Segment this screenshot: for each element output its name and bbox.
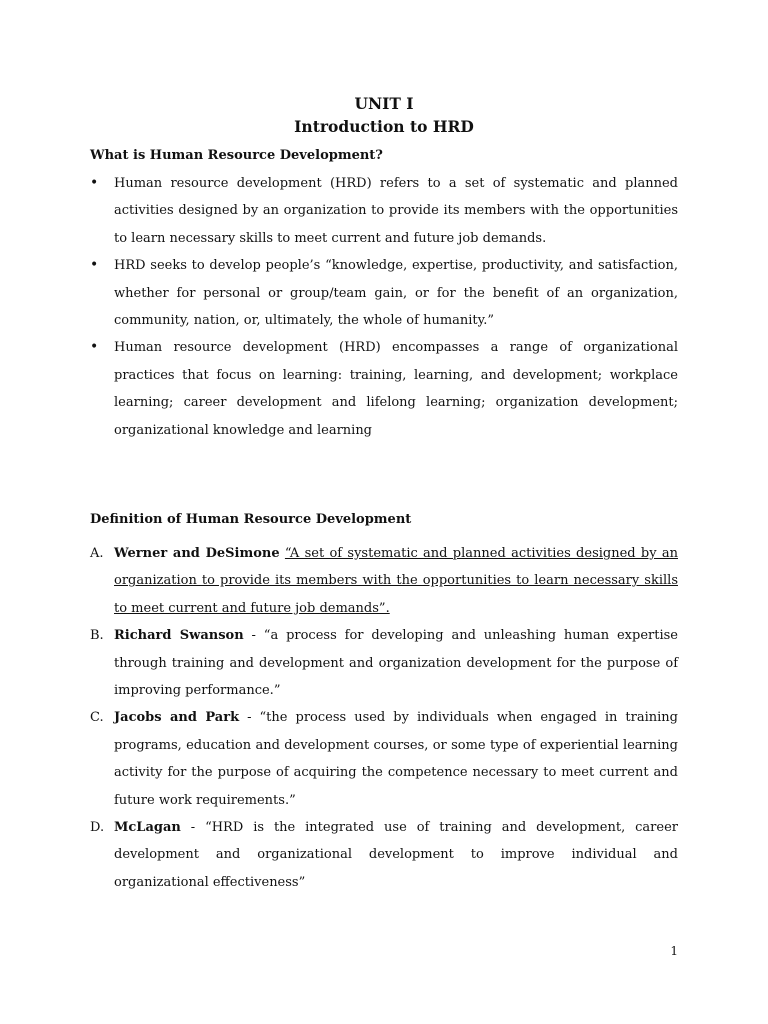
- hrd-bullet-list: [90, 170, 678, 444]
- bullet-icon: •: [90, 339, 99, 356]
- definition-author: Jacobs and Park: [114, 710, 240, 726]
- page-title: Introduction to HRD: [294, 117, 474, 136]
- section-heading-what-is-hrd: What is Human Resource Development?: [90, 148, 383, 163]
- definition-author: Werner and DeSimone: [114, 546, 280, 561]
- definition-author: McLagan: [114, 820, 181, 836]
- section-heading-definitions: Definition of Human Resource Development: [90, 512, 412, 527]
- definition-letter: B.: [90, 628, 104, 644]
- definition-separator: -: [243, 628, 264, 644]
- bullet-text: Human resource development (HRD) encompasses a range of organizational practices that focus on learning: training, learning, and development; workplace learning; career development and lifelong learning; organization development; organizational knowledge and learning: [114, 340, 678, 438]
- definition-text: “HRD is the integrated use of training and development, career development and organizational development to improve individual and organizational effectiveness”: [114, 820, 678, 890]
- definition-separator: -: [239, 710, 260, 726]
- list-item: [90, 334, 678, 444]
- definition-separator: -: [180, 820, 206, 836]
- definition-item: [90, 622, 678, 704]
- definition-item: [90, 540, 678, 622]
- definition-item: [90, 704, 678, 814]
- bullet-text: Human resource development (HRD) refers to a set of systematic and planned activities designed by an organization to provide its members with the opportunities to learn necessary skills to meet current and future job demands.: [114, 176, 678, 246]
- definition-letter: D.: [90, 820, 105, 836]
- definition-author: Richard Swanson: [114, 628, 244, 644]
- definition-letter: C.: [90, 710, 104, 726]
- list-item: [90, 252, 678, 334]
- definition-text: “a process for developing and unleashing human expertise through training and development and organization development for the purpose of improving performance.”: [114, 628, 678, 699]
- page-number: 1: [670, 944, 678, 958]
- bullet-text: HRD seeks to develop people’s “knowledge, expertise, productivity, and satisfaction, whether for personal or group/team gain, or for the benefit of an organization, community, nation, or, ultimately, the whole of humanity.”: [114, 258, 678, 329]
- bullet-icon: •: [90, 175, 99, 191]
- definition-letter: A.: [90, 546, 104, 561]
- definition-list: [90, 540, 678, 896]
- unit-label: UNIT I: [354, 94, 414, 113]
- definition-text: “the process used by individuals when engaged in training programs, education and development courses, or some type of experiential learning activity for the purpose of acquiring the competence necessary to meet current and future work requirements.”: [114, 710, 678, 808]
- bullet-icon: •: [90, 257, 99, 274]
- definition-item: [90, 814, 678, 896]
- list-item: [90, 170, 678, 252]
- definition-text: “A set of systematic and planned activities designed by an organization to provide its members with the opportunities to learn necessary skills to meet current and future job demands”.: [114, 546, 678, 616]
